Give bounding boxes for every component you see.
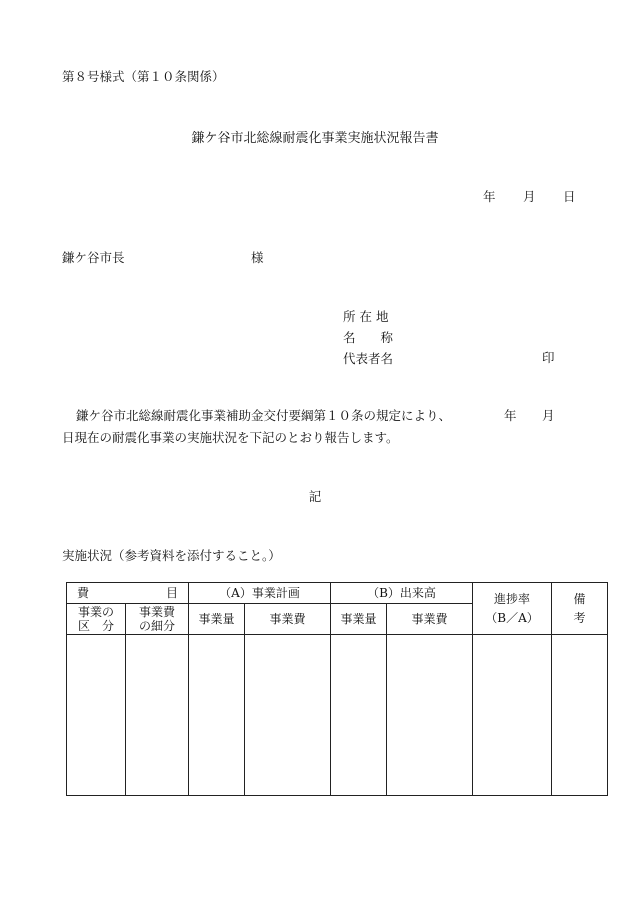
form-number: 第８号様式（第１０条関係） xyxy=(62,69,225,84)
plan-cost-cell[interactable] xyxy=(245,635,331,796)
ki-heading: 記 xyxy=(308,489,322,504)
table-header-row-1 xyxy=(67,583,608,604)
plan-quantity-cell[interactable] xyxy=(189,635,245,796)
actual-cost-header: 事業費 xyxy=(387,604,473,635)
date-day-label: 日 xyxy=(563,189,576,204)
body-month: 月 xyxy=(542,408,555,423)
plan-header: （A）事業計画 xyxy=(189,583,331,604)
body-year: 年 xyxy=(504,408,517,423)
report-body-text xyxy=(62,405,582,449)
date-year-label: 年 xyxy=(483,189,496,204)
document-title: 鎌ケ谷市北総線耐震化事業実施状況報告書 xyxy=(191,131,439,146)
addressee-honorific: 様 xyxy=(251,250,264,265)
seal-mark: 印 xyxy=(542,350,555,365)
breakdown-cell[interactable] xyxy=(126,635,189,796)
plan-quantity-header: 事業量 xyxy=(189,604,245,635)
actual-header: （B）出来高 xyxy=(331,583,473,604)
category-cell[interactable] xyxy=(67,635,126,796)
status-table xyxy=(66,582,608,796)
date-month-label: 月 xyxy=(523,189,536,204)
section-title: 実施状況（参考資料を添付すること。） xyxy=(62,548,281,563)
representative-label: 代表者名 xyxy=(343,351,394,366)
applicant-block xyxy=(343,306,393,369)
addressee-name: 鎌ケ谷市長 xyxy=(62,250,125,265)
plan-cost-header: 事業費 xyxy=(245,604,331,635)
remarks-cell[interactable] xyxy=(552,635,608,796)
location-label: 所 在 地 xyxy=(343,309,389,324)
actual-quantity-header: 事業量 xyxy=(331,604,387,635)
progress-cell[interactable] xyxy=(473,635,552,796)
name-label: 名 称 xyxy=(343,330,394,345)
body-line1: 鎌ケ谷市北総線耐震化事業補助金交付要綱第１０条の規定により、 xyxy=(76,408,452,423)
breakdown-header: 事業費 の細分 xyxy=(126,604,189,635)
actual-quantity-cell[interactable] xyxy=(331,635,387,796)
progress-header: 進捗率 （B／A） xyxy=(473,583,552,635)
himoku-header: 費 目 xyxy=(67,583,189,604)
category-header: 事業の 区 分 xyxy=(67,604,126,635)
remarks-header: 備 考 xyxy=(552,583,608,635)
table-row xyxy=(67,635,608,796)
actual-cost-cell[interactable] xyxy=(387,635,473,796)
body-line2: 日現在の耐震化事業の実施状況を下記のとおり報告します。 xyxy=(62,430,399,445)
